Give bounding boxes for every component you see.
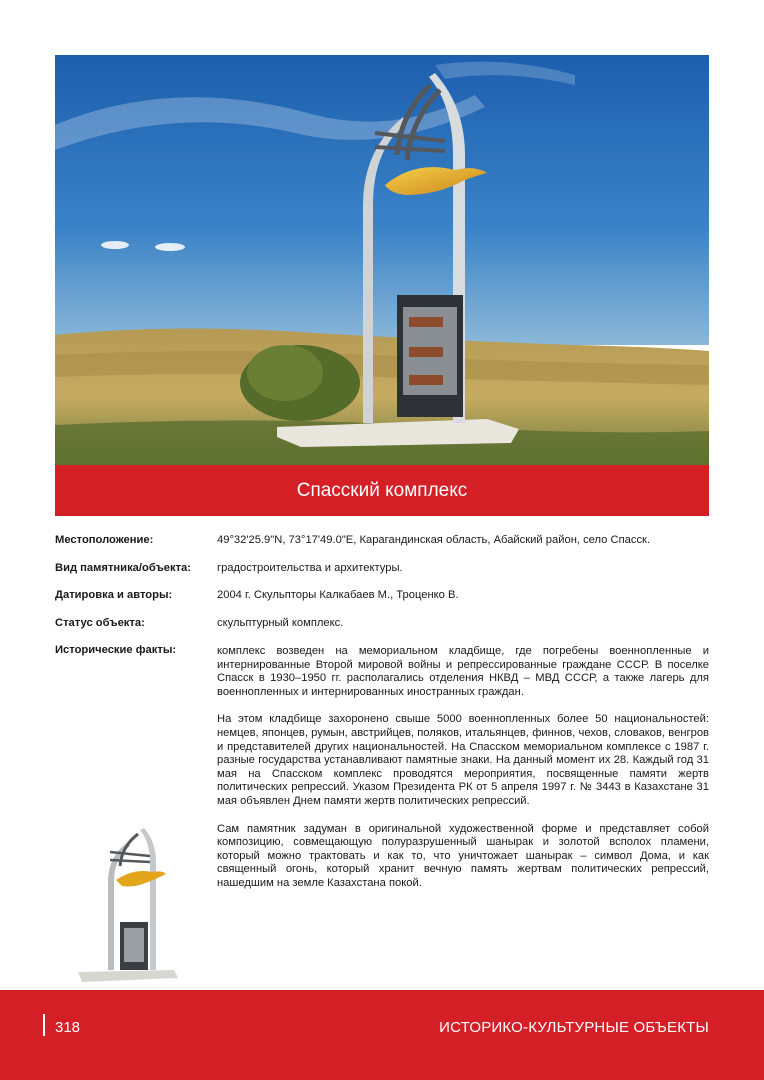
section-title: ИСТОРИКО-КУЛЬТУРНЫЕ ОБЪЕКТЫ <box>439 1019 709 1036</box>
facts-paragraph: На этом кладбище захоронено свыше 5000 военнопленных более 50 национальностей: немцев, японцев, румын, австрийцев, поляков, итальянцев, финнов, чехов, словаков, венгров и представителей других национальностей. На Спасском мемориальном комплексе с 1987 г. разные государства устанавливают памятные знаки. На данный момент их 28. Каждый год 31 мая на Спасском комплекс проводятся мероприятия, посвященные памяти жертв политических репрессий. Указом Президента РК от 5 апреля 1997 г. № 3443 в Казахстане 31 мая объявлен Днем памяти жертв политических репрессий. <box>217 713 709 807</box>
info-row-dating <box>55 589 709 603</box>
facts-paragraph: комплекс возведен на мемориальном кладбище, где погребены военнопленные и интернированные Второй мировой войны и репрессированные граждане СССР. В поселке Спасск в 1930–1950 гг. располагались отделения НКВД – МВД СССР, а также лагерь для военнопленных и интернированных иностранных граждан. <box>217 645 709 698</box>
monument-photo <box>55 55 709 465</box>
info-label: Статус объекта: <box>55 616 145 629</box>
info-label: Датировка и авторы: <box>55 589 173 602</box>
info-row-status <box>55 617 709 631</box>
monument-sketch-image <box>70 822 182 986</box>
info-value: 2004 г. Скульпторы Калкабаев М., Троценко В. <box>217 589 459 602</box>
info-label: Исторические факты: <box>55 644 177 657</box>
historical-facts <box>217 645 709 905</box>
info-value: скульптурный комплекс. <box>217 616 344 629</box>
info-label: Местоположение: <box>55 534 154 546</box>
footer-band <box>0 990 764 1080</box>
info-value: 49°32'25.9"N, 73°17'49.0"E, Карагандинская область, Абайский район, село Спасск. <box>217 534 651 546</box>
title-band <box>55 465 709 516</box>
info-row-location <box>55 534 709 548</box>
page-title: Спасский комплекс <box>296 479 468 501</box>
facts-paragraph: Сам памятник задуман в оригинальной художественной форме и представляет собой композицию, совмещающую полуразрушенный шанырак и золотой всполох пламени, который можно трактовать и как то, что уничтожает шанырак – символ Дома, и как священный огонь, который хранит вечную память жертвам политических репрессий, нашедшим на земле Казахстана покой. <box>217 822 709 889</box>
page-number: 318 <box>55 1019 81 1036</box>
info-row-type <box>55 562 709 576</box>
footer-divider <box>43 1014 45 1036</box>
info-value: градостроительства и архитектуры. <box>217 561 403 574</box>
info-label: Вид памятника/объекта: <box>55 561 191 574</box>
